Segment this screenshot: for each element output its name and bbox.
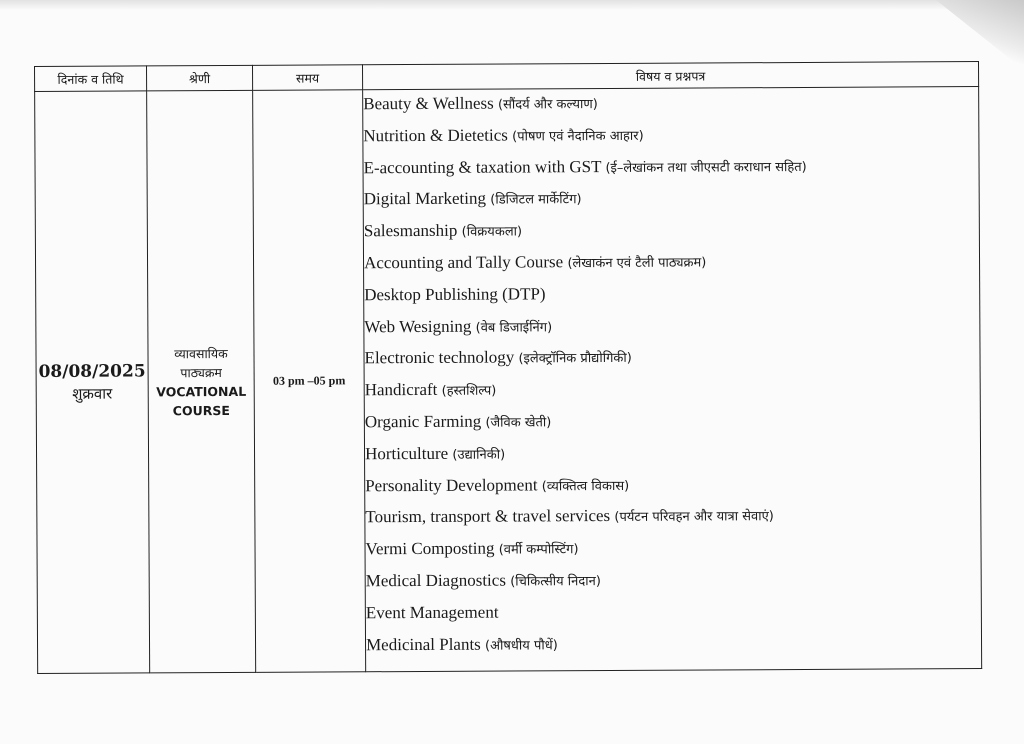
subject-english: Electronic technology	[364, 347, 515, 368]
date-cell	[35, 91, 150, 674]
subject-hindi: (जैविक खेती)	[485, 415, 552, 431]
subject-item	[364, 214, 979, 249]
subject-english: Personality Development	[365, 474, 538, 495]
subject-hindi: (वेब डिजाईनिंग)	[475, 319, 553, 336]
subject-english: Desktop Publishing (DTP)	[364, 284, 546, 305]
header-time: समय	[252, 65, 362, 91]
subject-hindi: (सौंदर्य और कल्याण)	[497, 97, 598, 113]
subject-hindi: (लेखाकंन एवं टैली पाठ्यक्रम)	[567, 255, 707, 272]
subject-item	[364, 246, 979, 281]
class-hindi-line1: व्यावसायिक	[174, 345, 228, 361]
class-hindi-line2: पाठ्यक्रम	[180, 364, 222, 380]
subject-english: Web Wesigning	[364, 316, 472, 336]
subject-hindi: (उद्यानिकी)	[452, 447, 506, 463]
subject-english: Accounting and Tally Course	[363, 252, 564, 273]
subject-english: Nutrition & Dietetics	[363, 125, 508, 146]
class-cell	[147, 90, 256, 673]
subject-item	[363, 87, 978, 122]
header-date: दिनांक व तिथि	[35, 66, 147, 92]
subject-hindi: (वर्मी कम्पोस्टिंग)	[498, 542, 579, 558]
subject-item	[366, 564, 981, 599]
subject-english: Medical Diagnostics	[365, 570, 506, 591]
subject-hindi: (पोषण एवं नैदानिक आहार)	[512, 128, 644, 145]
exam-schedule-table	[34, 61, 982, 674]
header-class: श्रेणी	[147, 65, 253, 91]
subject-item	[364, 182, 979, 217]
subjects-cell	[363, 87, 982, 672]
subject-item	[365, 405, 980, 440]
subject-item	[364, 341, 979, 376]
subject-hindi: (ई–लेखांकन तथा जीएसटी कराधान सहित)	[605, 159, 807, 176]
subject-item	[365, 437, 980, 472]
header-subject: विषय व प्रश्नपत्र	[362, 62, 978, 90]
subject-english: E-accounting & taxation with GST	[363, 156, 602, 177]
subject-hindi: (पर्यटन परिवहन और यात्रा सेवाएं)	[614, 509, 774, 526]
subject-english: Event Management	[365, 602, 499, 623]
subject-hindi: (हस्तशिल्प)	[441, 383, 497, 400]
subject-item	[366, 628, 981, 663]
subject-english: Horticulture	[364, 443, 449, 464]
class-english-line2: COURSE	[172, 402, 230, 418]
subject-hindi: (व्यक्तित्व विकास)	[541, 478, 630, 494]
subject-item	[363, 119, 978, 154]
subject-hindi: (डिजिटल मार्केटिंग)	[490, 192, 582, 209]
scan-shadow	[0, 0, 1024, 10]
subject-hindi: (इलेक्ट्रॉनिक प्रौद्योगिकी)	[518, 351, 632, 367]
subject-hindi: (चिकित्सीय निदान)	[510, 573, 601, 590]
subject-hindi: (औषधीय पौधें)	[484, 637, 558, 654]
subject-english: Vermi Composting	[365, 538, 495, 559]
subject-item	[363, 151, 978, 186]
page-corner-fold	[914, 0, 1024, 70]
subject-item	[365, 532, 980, 567]
subject-hindi: (विक्रयकला)	[461, 224, 523, 240]
subject-item	[365, 469, 980, 504]
subject-item	[364, 278, 979, 313]
subject-english: Digital Marketing	[363, 189, 487, 209]
subject-english: Organic Farming	[364, 411, 482, 432]
exam-time: 03 pm –05 pm	[253, 90, 366, 673]
subject-english: Beauty & Wellness	[363, 93, 494, 114]
subject-item	[366, 596, 981, 631]
exam-date: 08/08/2025	[38, 360, 146, 382]
subject-english: Medicinal Plants	[365, 634, 481, 654]
subject-english: Salesmanship	[363, 220, 458, 241]
subject-item	[365, 373, 980, 408]
subject-list	[363, 87, 981, 663]
exam-day: शुक्रवार	[72, 384, 113, 403]
subject-item	[365, 500, 980, 535]
class-english-line1: VOCATIONAL	[156, 383, 247, 399]
subject-english: Tourism, transport & travel services	[365, 506, 611, 527]
subject-english: Handicraft	[364, 380, 438, 400]
table-row	[35, 87, 982, 674]
subject-item	[364, 310, 979, 345]
